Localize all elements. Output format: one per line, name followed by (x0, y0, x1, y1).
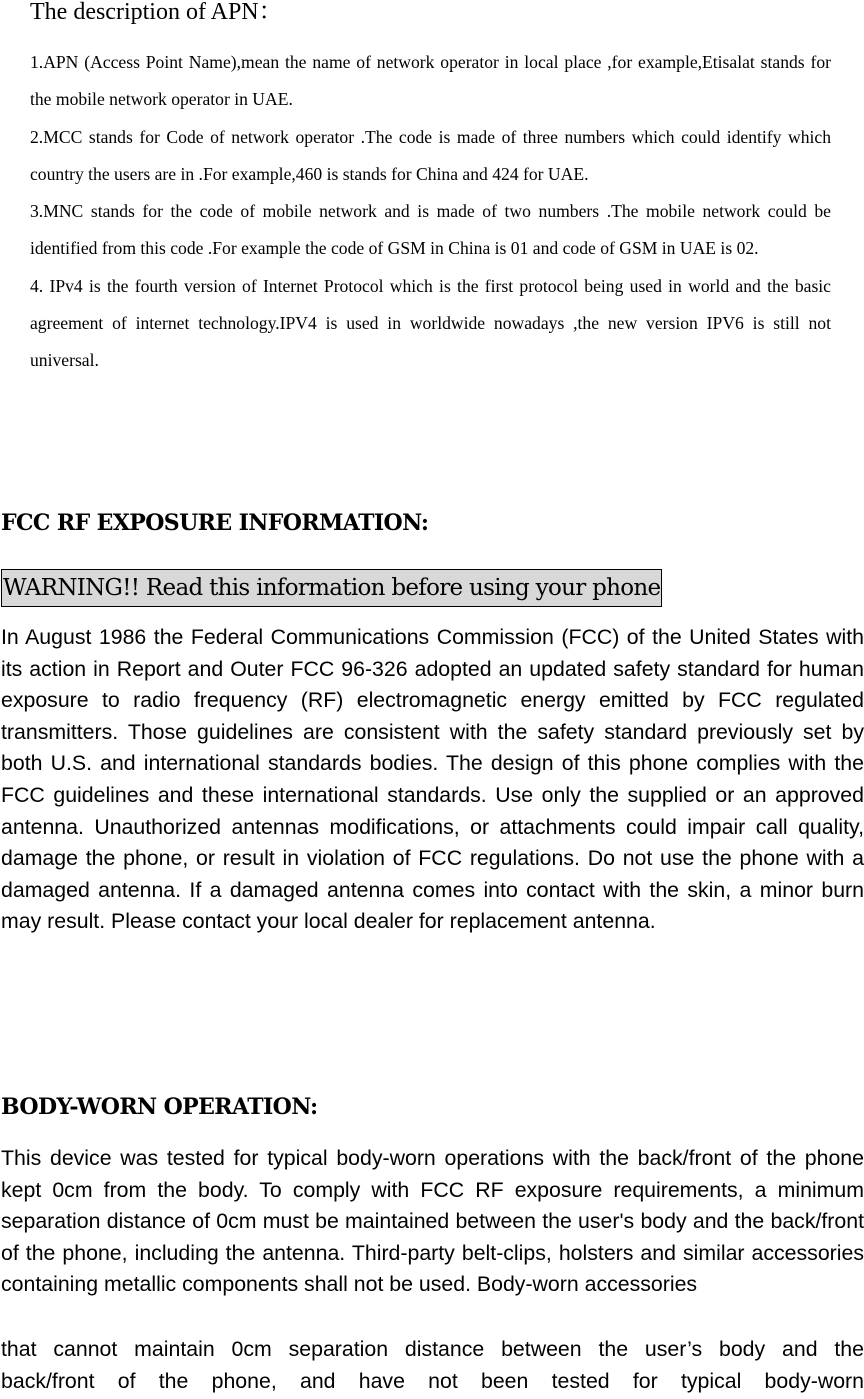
fcc-guidelines-paragraph: In August 1986 the Federal Communications Commission (FCC) of the United States with its action in Report and Outer FCC 96-326 adopted an updated safety standard for human exposure to radio frequency (RF) electromagnetic energy emitted by FCC regulated transmitters. Those guidelines are consistent with the safety standard previously set by both U.S. and international standards bodies. The design of this phone complies with the FCC guidelines and these international standards. Use only the supplied or an approved antenna. Unauthorized antennas modifications, or attachments could impair call quality, damage the phone, or result in violation of FCC regulations. Do not use the phone with a damaged antenna. If a damaged antenna comes into contact with the skin, a minor burn may result. Please contact your local dealer for replacement antenna. (1, 625, 864, 934)
warning-banner: WARNING!! Read this information before using your phone (1, 569, 662, 607)
apn-description-list (30, 44, 831, 380)
apn-item-ipv4: 4. IPv4 is the fourth version of Internet Protocol which is the first protocol being used in world and the basic agreement of internet technology.IPV4 is used in worldwide nowadays ,the new version IPV6 is still not universal. (30, 275, 831, 371)
apn-description-title: The description of APN： (30, 0, 283, 25)
body-worn-paragraph: This device was tested for typical body-worn operations with the back/front of the phone kept 0cm from the body. To comply with FCC RF exposure requirements, a minimum separation distance of 0cm must be maintained between the user's body and the back/front of the phone, including the antenna. Third-party belt-clips, holsters and similar accessories containing metallic components shall not be used. Body-worn accessories (1, 1146, 864, 1297)
body-worn-continued-line-2: back/front of the phone, and have not been tested for typical body-worn (1, 1368, 864, 1393)
apn-item-mcc: 2.MCC stands for Code of network operator .The code is made of three numbers which could identify which country the users are in .For example,460 is stands for China and 424 for UAE. (30, 126, 831, 184)
body-worn-paragraph-continued (1, 1334, 864, 1397)
body-worn-operation-heading: BODY-WORN OPERATION: (1, 1094, 318, 1120)
fcc-rf-exposure-heading: FCC RF EXPOSURE INFORMATION: (1, 510, 429, 536)
apn-item-mnc: 3.MNC stands for the code of mobile network and is made of two numbers .The mobile network could be identified from this code .For example the code of GSM in China is 01 and code of GSM in UAE is 02. (30, 201, 831, 259)
body-worn-continued-line-1: that cannot maintain 0cm separation distance between the user’s body and the (1, 1337, 864, 1361)
apn-item-apn: 1.APN (Access Point Name),mean the name of network operator in local place ,for example,Etisalat stands for the mobile network operator in UAE. (30, 52, 831, 110)
